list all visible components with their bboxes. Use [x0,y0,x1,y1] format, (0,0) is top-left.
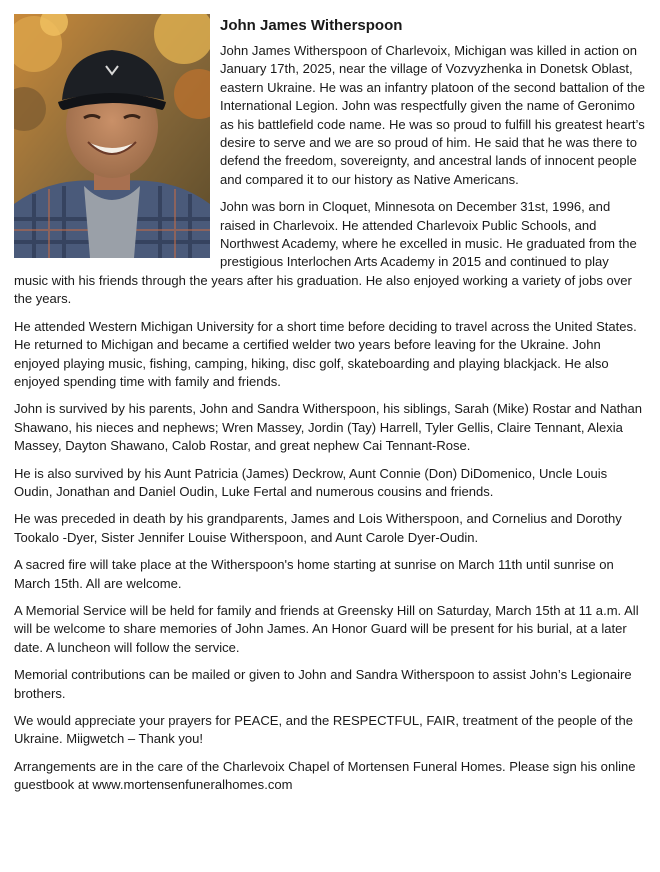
paragraph-contributions: Memorial contributions can be mailed or given to John and Sandra Witherspoon to assist John’s Legionaire brothers. [14,667,632,701]
paragraph-arrangements: Arrangements are in the care of the Charlevoix Chapel of Mortensen Funeral Homes. Please sign his online guestbook at www.mortensenfuneralhomes.com [14,758,636,793]
paragraph-sacred-fire: A sacred fire will take place at the Witherspoon's home starting at sunrise on March 11th until sunrise on March 15th. All are welcome. [14,557,614,591]
paragraph-early-life: John was born in Cloquet, Minnesota on December 31st, 1996, and raised in Charlevoix. He attended Charlevoix Public Schools, and Northwest Academy, where he excelled in music. He graduated from the prestigious Interlochen Arts Academy in 2015 and continued to play music with his friends through the years after his graduation. He also enjoyed working a variety of jobs over the years. [14,199,637,307]
paragraph-survivors: John is survived by his parents, John and Sandra Witherspoon, his siblings, Sarah (Mike) Rostar and Nathan Shawano, his nieces and nephews; Wren Massey, Jordin (Tay) Harrell, Tyler Gellis, Claire Tennant, Alexia Massey, Dayton Shawano, Calob Rostar, and great nephew Cai Tennant-Rose. [14,401,643,454]
paragraph-extended-family: He is also survived by his Aunt Patricia (James) Deckrow, Aunt Connie (Don) DiDomenico, Uncle Louis Oudin, Jonathan and Daniel Oudin, Luke Fertal and numerous cousins and friends. [14,465,608,499]
paragraph-service: John James Witherspoon of Charlevoix, Michigan was killed in action on January 17th, 2025, near the village of Vozvyzhenka in Donetsk Oblast, eastern Ukraine. He was an infantry platoon of the second battalion of the International Legion. John was respectfully given the name of Geronimo as his battlefield code name. He was so proud to fulfill his greatest heart’s desire to serve and we are so proud of him. He said that he was there to defend the freedom, sovereignty, and ancestral lands of innocent people and compared it to our history as Native Americans. [220,43,646,187]
paragraph-preceded: He was preceded in death by his grandparents, James and Lois Witherspoon, and Cornelius and Dorothy Tookalo -Dyer, Sister Jennifer Louise Witherspoon, and Aunt Carole Dyer-Oudin. [14,511,622,545]
paragraph-memorial-service: A Memorial Service will be held for family and friends at Greensky Hill on Saturday, March 15th at 11 a.m. All will be welcome to share memories of John James. An Honor Guard will be present for his burial, at a later date. A luncheon will follow the service. [14,602,639,655]
paragraph-prayers: We would appreciate your prayers for PEACE, and the RESPECTFUL, FAIR, treatment of the people of the Ukraine. Miigwetch – Thank you! [14,713,634,747]
obituary-title: John James Witherspoon [220,17,403,34]
portrait-photo [14,14,210,258]
paragraph-education-hobbies: He attended Western Michigan University for a short time before deciding to travel across the United States. He returned to Michigan and became a certified welder two years before leaving for the Ukraine. John enjoyed playing music, fishing, camping, hiking, disc golf, skateboarding and playing blackjack. He also enjoyed spending time with family and friends. [14,318,637,389]
